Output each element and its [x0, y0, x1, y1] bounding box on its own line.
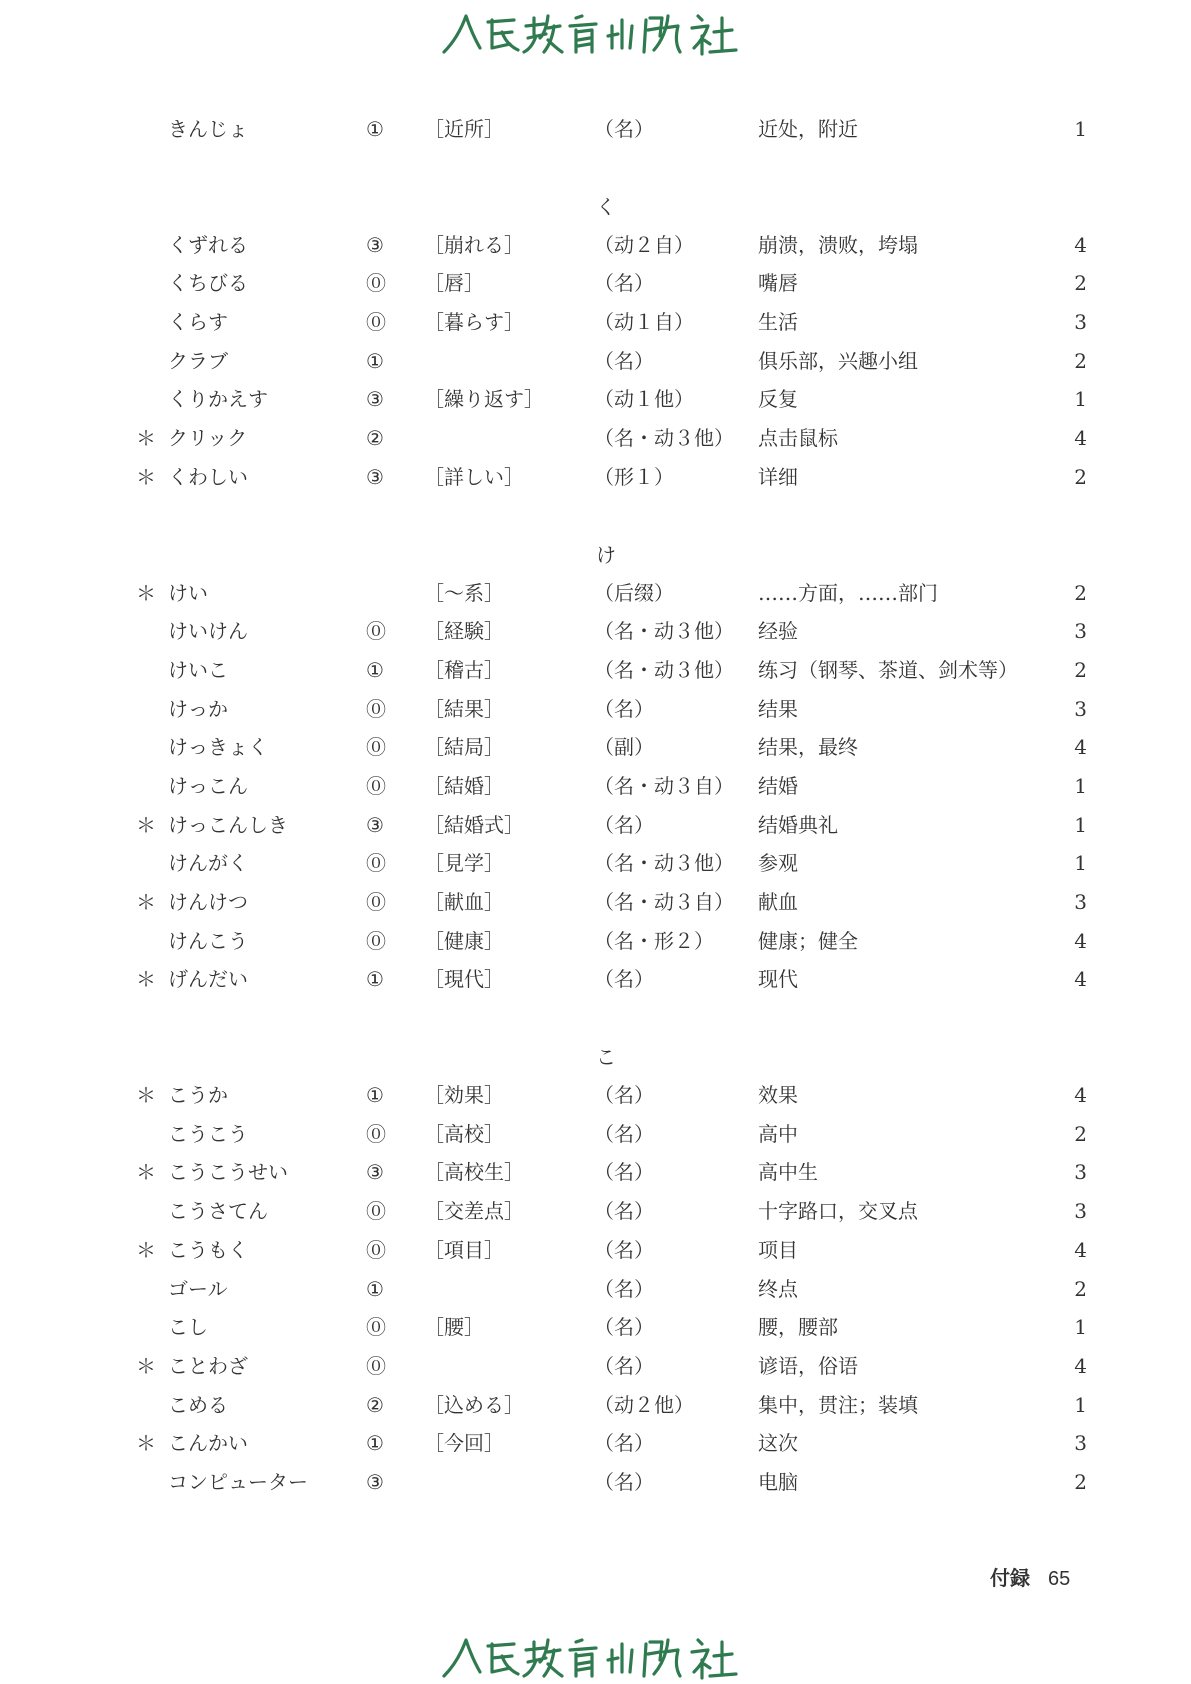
lesson-number: 3	[1074, 310, 1087, 335]
entry-meaning: 结婚	[758, 773, 798, 798]
vocab-entry-row	[130, 419, 1087, 458]
publisher-logo-icon	[436, 8, 756, 58]
part-of-speech: （名・动３自）	[594, 773, 734, 798]
star-marker: ＊	[136, 890, 156, 914]
vocab-entry-row	[130, 1308, 1087, 1347]
entry-meaning: 详细	[758, 464, 798, 489]
vocabulary-list	[130, 110, 1087, 1502]
footer-section-label: 付録	[990, 1566, 1030, 1590]
lesson-number: 2	[1074, 464, 1087, 489]
entry-word: こうこう	[168, 1121, 248, 1146]
entry-kanji: ［結婚式］	[424, 812, 524, 837]
entry-meaning: 结婚典礼	[758, 812, 838, 837]
page-number: 65	[1048, 1568, 1071, 1590]
entry-kanji: ［健康］	[424, 928, 504, 953]
section-spacer	[130, 999, 1080, 1038]
accent-mark: ⓪	[366, 928, 386, 953]
lesson-number: 4	[1074, 928, 1087, 953]
entry-word: けい	[168, 580, 208, 605]
entry-kanji: ［効果］	[424, 1083, 504, 1108]
part-of-speech: （副）	[594, 735, 654, 760]
kana-section-heading: く	[596, 194, 616, 219]
entry-meaning: 项目	[758, 1237, 798, 1262]
entry-word: けいこ	[168, 657, 228, 682]
entry-meaning: 俱乐部，兴趣小组	[758, 348, 918, 373]
entry-kanji: ［献血］	[424, 890, 504, 914]
accent-mark: ③	[366, 812, 384, 837]
entry-word: ゴール	[168, 1276, 228, 1301]
entry-meaning: 点击鼠标	[758, 426, 838, 451]
part-of-speech: （名・形２）	[594, 928, 714, 953]
vocab-entry-row	[130, 1115, 1087, 1154]
part-of-speech: （名・动３他）	[594, 657, 734, 682]
entry-meaning: 高中生	[758, 1160, 818, 1185]
accent-mark: ①	[366, 1276, 384, 1301]
vocab-entry-row	[130, 1153, 1087, 1192]
vocab-entry-row	[130, 458, 1087, 497]
entry-word: けんけつ	[168, 890, 248, 914]
entry-kanji: ［経験］	[424, 619, 504, 644]
accent-mark: ①	[366, 117, 384, 141]
entry-kanji: ［結局］	[424, 735, 504, 760]
entry-meaning: 十字路口，交叉点	[758, 1199, 918, 1224]
part-of-speech: （名）	[594, 696, 654, 721]
vocab-entry-row	[130, 1270, 1087, 1309]
accent-mark: ①	[366, 967, 384, 992]
entry-kanji: ［見学］	[424, 851, 504, 876]
entry-word: けっこん	[168, 773, 248, 798]
vocab-entry-row	[130, 651, 1087, 690]
part-of-speech: （名）	[594, 1121, 654, 1146]
entry-word: きんじょ	[168, 117, 248, 141]
vocab-entry-row	[130, 612, 1087, 651]
entry-word: くわしい	[168, 464, 248, 489]
accent-mark: ⓪	[366, 773, 386, 798]
lesson-number: 3	[1074, 890, 1087, 914]
vocab-entry-row	[130, 110, 1087, 149]
entry-meaning: 谚语，俗语	[758, 1353, 858, 1378]
lesson-number: 2	[1074, 657, 1087, 682]
lesson-number: 1	[1074, 812, 1087, 837]
entry-word: こうこうせい	[168, 1160, 288, 1185]
lesson-number: 3	[1074, 619, 1087, 644]
part-of-speech: （名）	[594, 271, 654, 296]
section-spacer	[130, 497, 1080, 536]
entry-word: ことわざ	[168, 1353, 248, 1378]
star-marker: ＊	[136, 1237, 156, 1262]
accent-mark: ⓪	[366, 735, 386, 760]
accent-mark: ⓪	[366, 1353, 386, 1378]
accent-mark: ②	[366, 426, 384, 451]
vocab-entry-row	[130, 342, 1087, 381]
entry-kanji: ［唇］	[424, 271, 484, 296]
vocab-entry-row	[130, 960, 1087, 999]
publisher-logo-icon	[436, 1632, 756, 1682]
lesson-number: 4	[1074, 1237, 1087, 1262]
accent-mark: ⓪	[366, 1121, 386, 1146]
accent-mark: ③	[366, 464, 384, 489]
part-of-speech: （名）	[594, 1083, 654, 1108]
vocab-entry-row	[130, 883, 1087, 922]
vocab-entry-row	[130, 303, 1087, 342]
accent-mark: ③	[366, 232, 384, 257]
entry-word: けっか	[168, 696, 228, 721]
entry-word: こし	[168, 1315, 208, 1340]
star-marker: ＊	[136, 1160, 156, 1185]
part-of-speech: （名）	[594, 1237, 654, 1262]
publisher-logo-footer	[0, 1632, 1191, 1682]
vocab-entry-row	[130, 1347, 1087, 1386]
lesson-number: 1	[1074, 1315, 1087, 1340]
part-of-speech: （名）	[594, 1315, 654, 1340]
part-of-speech: （名）	[594, 1431, 654, 1456]
entry-meaning: 结果	[758, 696, 798, 721]
entry-meaning: 集中，贯注；装填	[758, 1392, 918, 1417]
accent-mark: ⓪	[366, 1199, 386, 1224]
star-marker: ＊	[136, 464, 156, 489]
lesson-number: 2	[1074, 348, 1087, 373]
entry-meaning: 反复	[758, 387, 798, 412]
entry-meaning: 经验	[758, 619, 798, 644]
lesson-number: 2	[1074, 271, 1087, 296]
entry-kanji: ［高校生］	[424, 1160, 524, 1185]
vocab-entry-row	[130, 922, 1087, 961]
lesson-number: 2	[1074, 1121, 1087, 1146]
entry-kanji: ［暮らす］	[424, 310, 524, 335]
star-marker: ＊	[136, 1353, 156, 1378]
star-marker: ＊	[136, 580, 156, 605]
entry-kanji: ［近所］	[424, 117, 504, 141]
vocab-entry-row	[130, 1424, 1087, 1463]
entry-meaning: 效果	[758, 1083, 798, 1108]
entry-kanji: ［今回］	[424, 1431, 504, 1456]
lesson-number: 3	[1074, 1431, 1087, 1456]
entry-word: こうか	[168, 1083, 228, 1108]
entry-word: くずれる	[168, 232, 248, 257]
entry-meaning: 终点	[758, 1276, 798, 1301]
entry-kanji: ［～系］	[424, 580, 504, 605]
accent-mark: ③	[366, 1160, 384, 1185]
part-of-speech: （名）	[594, 117, 654, 141]
part-of-speech: （名）	[594, 1276, 654, 1301]
entry-meaning: 生活	[758, 310, 798, 335]
vocab-entry-row	[130, 1192, 1087, 1231]
part-of-speech: （后缀）	[594, 580, 674, 605]
lesson-number: 3	[1074, 1199, 1087, 1224]
entry-meaning: 结果，最终	[758, 735, 858, 760]
entry-word: けっこんしき	[168, 812, 288, 837]
vocab-entry-row	[130, 1386, 1087, 1425]
entry-word: くりかえす	[168, 387, 268, 412]
entry-meaning: 练习（钢琴、茶道、剑术等）	[758, 657, 1018, 682]
lesson-number: 3	[1074, 1160, 1087, 1185]
lesson-number: 2	[1074, 580, 1087, 605]
lesson-number: 4	[1074, 967, 1087, 992]
lesson-number: 4	[1074, 1083, 1087, 1108]
entry-kanji: ［交差点］	[424, 1199, 524, 1224]
entry-meaning: 崩溃，溃败，垮塌	[758, 232, 918, 257]
part-of-speech: （名）	[594, 1353, 654, 1378]
entry-word: コンピューター	[168, 1469, 308, 1494]
vocab-entry-row	[130, 806, 1087, 845]
lesson-number: 2	[1074, 1469, 1087, 1494]
part-of-speech: （动１自）	[594, 310, 694, 335]
entry-word: こうさてん	[168, 1199, 268, 1224]
entry-kanji: ［込める］	[424, 1392, 524, 1417]
part-of-speech: （名）	[594, 348, 654, 373]
vocab-entry-row	[130, 728, 1087, 767]
accent-mark: ⓪	[366, 890, 386, 914]
lesson-number: 4	[1074, 1353, 1087, 1378]
vocab-entry-row	[130, 690, 1087, 729]
entry-word: クラブ	[168, 348, 228, 373]
entry-meaning: 高中	[758, 1121, 798, 1146]
accent-mark: ⓪	[366, 851, 386, 876]
part-of-speech: （名）	[594, 1469, 654, 1494]
part-of-speech: （名・动３他）	[594, 426, 734, 451]
entry-meaning: ……方面，……部门	[758, 580, 938, 605]
vocab-entry-row	[130, 1463, 1087, 1502]
vocab-entry-row	[130, 264, 1087, 303]
entry-kanji: ［高校］	[424, 1121, 504, 1146]
part-of-speech: （名）	[594, 812, 654, 837]
entry-word: けっきょく	[168, 735, 268, 760]
kana-section-heading: け	[596, 542, 616, 567]
part-of-speech: （名）	[594, 967, 654, 992]
entry-word: こめる	[168, 1392, 228, 1417]
part-of-speech: （动１他）	[594, 387, 694, 412]
star-marker: ＊	[136, 426, 156, 451]
part-of-speech: （名）	[594, 1160, 654, 1185]
vocab-entry-row	[130, 1076, 1087, 1115]
section-spacer	[130, 149, 1080, 188]
entry-word: げんだい	[168, 967, 248, 992]
accent-mark: ①	[366, 1083, 384, 1108]
entry-word: けんがく	[168, 851, 248, 876]
vocab-entry-row	[130, 1231, 1087, 1270]
entry-meaning: 腰，腰部	[758, 1315, 838, 1340]
lesson-number: 2	[1074, 1276, 1087, 1301]
accent-mark: ③	[366, 387, 384, 412]
entry-word: くちびる	[168, 271, 248, 296]
accent-mark: ②	[366, 1392, 384, 1417]
vocab-entry-row	[130, 380, 1087, 419]
kana-section-heading: こ	[596, 1045, 616, 1070]
lesson-number: 3	[1074, 696, 1087, 721]
entry-meaning: 现代	[758, 967, 798, 992]
vocab-entry-row	[130, 574, 1087, 613]
entry-meaning: 这次	[758, 1431, 798, 1456]
entry-word: けいけん	[168, 619, 248, 644]
star-marker: ＊	[136, 1083, 156, 1108]
lesson-number: 4	[1074, 735, 1087, 760]
lesson-number: 1	[1074, 773, 1087, 798]
part-of-speech: （名・动３他）	[594, 851, 734, 876]
part-of-speech: （形１）	[594, 464, 674, 489]
part-of-speech: （名・动３他）	[594, 619, 734, 644]
accent-mark: ①	[366, 657, 384, 682]
lesson-number: 1	[1074, 1392, 1087, 1417]
entry-kanji: ［崩れる］	[424, 232, 524, 257]
entry-meaning: 献血	[758, 890, 798, 914]
lesson-number: 1	[1074, 117, 1087, 141]
accent-mark: ⓪	[366, 1237, 386, 1262]
entry-kanji: ［項目］	[424, 1237, 504, 1262]
accent-mark: ③	[366, 1469, 384, 1494]
entry-kanji: ［稽古］	[424, 657, 504, 682]
accent-mark: ①	[366, 1431, 384, 1456]
entry-kanji: ［結果］	[424, 696, 504, 721]
star-marker: ＊	[136, 967, 156, 992]
accent-mark: ⓪	[366, 310, 386, 335]
accent-mark: ⓪	[366, 696, 386, 721]
lesson-number: 1	[1074, 851, 1087, 876]
entry-word: くらす	[168, 310, 228, 335]
entry-kanji: ［腰］	[424, 1315, 484, 1340]
entry-meaning: 电脑	[758, 1469, 798, 1494]
accent-mark: ⓪	[366, 619, 386, 644]
part-of-speech: （动２他）	[594, 1392, 694, 1417]
star-marker: ＊	[136, 1431, 156, 1456]
accent-mark: ⓪	[366, 1315, 386, 1340]
entry-kanji: ［現代］	[424, 967, 504, 992]
entry-meaning: 健康；健全	[758, 928, 858, 953]
page-footer	[990, 1562, 1070, 1591]
part-of-speech: （名）	[594, 1199, 654, 1224]
accent-mark: ①	[366, 348, 384, 373]
vocab-entry-row	[130, 844, 1087, 883]
lesson-number: 4	[1074, 232, 1087, 257]
entry-kanji: ［結婚］	[424, 773, 504, 798]
entry-kanji: ［繰り返す］	[424, 387, 544, 412]
part-of-speech: （名・动３自）	[594, 890, 734, 914]
vocab-entry-row	[130, 226, 1087, 265]
publisher-logo-header	[0, 8, 1191, 58]
entry-meaning: 参观	[758, 851, 798, 876]
accent-mark: ⓪	[366, 271, 386, 296]
entry-word: けんこう	[168, 928, 248, 953]
entry-word: クリック	[168, 426, 248, 451]
entry-word: こうもく	[168, 1237, 248, 1262]
lesson-number: 1	[1074, 387, 1087, 412]
entry-meaning: 嘴唇	[758, 271, 798, 296]
star-marker: ＊	[136, 812, 156, 837]
vocab-entry-row	[130, 767, 1087, 806]
entry-word: こんかい	[168, 1431, 248, 1456]
entry-meaning: 近处，附近	[758, 117, 858, 141]
entry-kanji: ［詳しい］	[424, 464, 524, 489]
part-of-speech: （动２自）	[594, 232, 694, 257]
lesson-number: 4	[1074, 426, 1087, 451]
